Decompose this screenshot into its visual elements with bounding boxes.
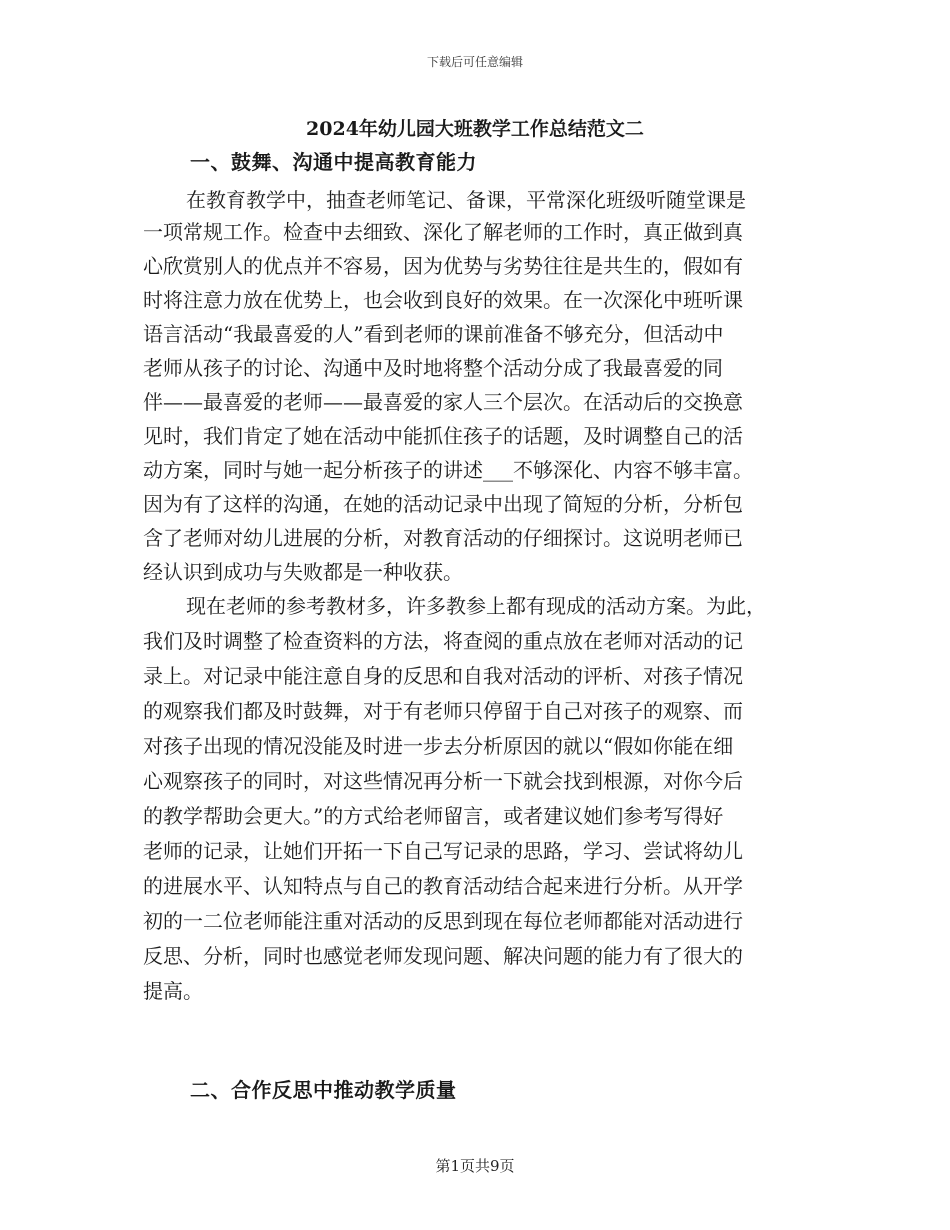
page-number: 第1页共9页	[435, 1157, 515, 1175]
paragraph-line: 时将注意力放在优势上，也会收到良好的效果。在一次深化中班听课	[143, 288, 743, 312]
paragraph-line: 经认识到成功与失败都是一种收获。	[143, 560, 463, 584]
paragraph-line: 含了老师对幼儿进展的分析，对教育活动的仔细探讨。这说明老师已	[143, 526, 743, 550]
paragraph-line: 老师的记录，让她们开拓一下自己写记录的思路，学习、尝试将幼儿	[143, 839, 743, 863]
document-title: 2024年幼儿园大班教学工作总结范文二	[306, 118, 644, 140]
paragraph-line: 的观察我们都及时鼓舞，对于有老师只停留于自己对孩子的观察、而	[143, 699, 743, 723]
paragraph-line: 的教学帮助会更大。”的方式给老师留言，或者建议她们参考写得好	[143, 804, 724, 828]
paragraph-line: 我们及时调整了检查资料的方法，将查阅的重点放在老师对活动的记	[143, 629, 743, 653]
section-1-heading: 一、鼓舞、沟通中提高教育能力	[190, 150, 477, 174]
paragraph-line: 的进展水平、认知特点与自己的教育活动结合起来进行分析。从开学	[143, 874, 743, 898]
paragraph-line: 因为有了这样的沟通，在她的活动记录中出现了简短的分析，分析包	[143, 492, 743, 516]
paragraph-line: 心观察孩子的同时，对这些情况再分析一下就会找到根源，对你今后	[143, 769, 743, 793]
paragraph-line: 老师从孩子的讨论、沟通中及时地将整个活动分成了我最喜爱的同	[143, 356, 723, 380]
paragraph-line: 初的一二位老师能注重对活动的反思到现在每位老师都能对活动进行	[143, 909, 743, 933]
page-header-note: 下载后可任意编辑	[426, 55, 523, 69]
paragraph-line: 提高。	[143, 979, 203, 1003]
paragraph-line: 对孩子出现的情况没能及时进一步去分析原因的就以“假如你能在细	[143, 734, 734, 758]
paragraph-line: 现在老师的参考教材多，许多教参上都有现成的活动方案。为此，	[186, 594, 766, 618]
paragraph-line: 见时，我们肯定了她在活动中能抓住孩子的话题，及时调整自己的活	[143, 424, 743, 448]
paragraph-line: 动方案，同时与她一起分析孩子的讲述___不够深化、内容不够丰富。	[143, 458, 753, 482]
paragraph-line: 一项常规工作。检查中去细致、深化了解老师的工作时，真正做到真	[143, 220, 743, 244]
paragraph-line: 在教育教学中，抽查老师笔记、备课，平常深化班级听随堂课是	[186, 188, 746, 212]
paragraph-line: 语言活动“我最喜爱的人”看到老师的课前准备不够充分，但活动中	[143, 322, 724, 346]
paragraph-line: 反思、分析，同时也感觉老师发现问题、解决问题的能力有了很大的	[143, 944, 743, 968]
section-2-heading: 二、合作反思中推动教学质量	[190, 1078, 457, 1102]
paragraph-line: 录上。对记录中能注意自身的反思和自我对活动的评析、对孩子情况	[143, 664, 743, 688]
paragraph-line: 心欣赏别人的优点并不容易，因为优势与劣势往往是共生的，假如有	[143, 254, 743, 278]
paragraph-line: 伴——最喜爱的老师——最喜爱的家人三个层次。在活动后的交换意	[143, 390, 743, 414]
